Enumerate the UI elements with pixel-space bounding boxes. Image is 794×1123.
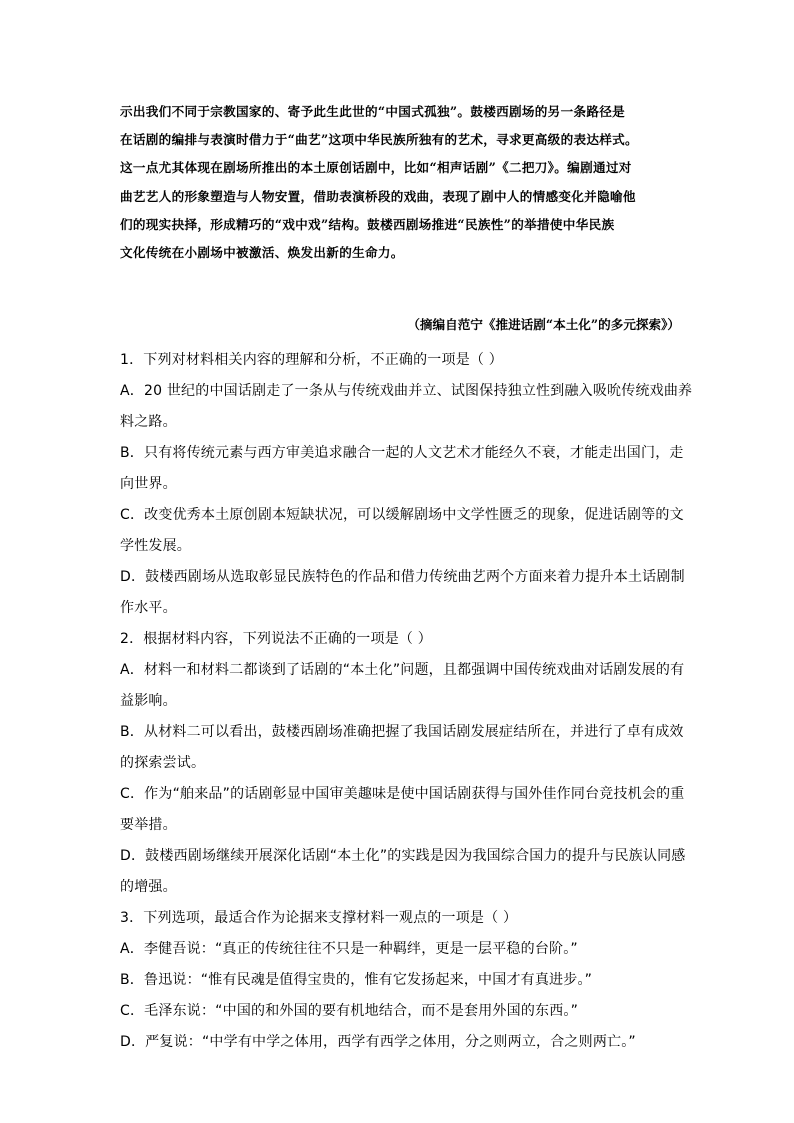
question-3-option-d: D．严复说：“中学有中学之体用，西学有西学之体用，分之则两立，合之则两亡。” (120, 1034, 636, 1050)
question-2-stem: 2．根据材料内容，下列说法不正确的一项是（ ） (120, 631, 432, 647)
passage-line: 这一点尤其体现在剧场所推出的本土原创话剧中，比如“相声话剧”《二把刀》。编剧通过对 (120, 160, 632, 176)
question-list (120, 345, 693, 1058)
question-2-option-c-cont: 要举措。 (120, 817, 177, 833)
question-2-option-d: D．鼓楼西剧场继续开展深化话剧“本土化”的实践是因为我国综合国力的提升与民族认同感 (120, 848, 686, 864)
passage-line: 示出我们不同于宗教国家的、寄予此生此世的“中国式孤独”。鼓楼西剧场的另一条路径是 (120, 104, 626, 119)
question-2-option-a: A．材料一和材料二都谈到了话剧的“本土化”问题，且都强调中国传统戏曲对话剧发展的有 (120, 662, 685, 678)
question-1-option-d: D．鼓楼西剧场从选取彰显民族特色的作品和借力传统曲艺两个方面来着力提升本土话剧制 (120, 569, 685, 585)
question-3-stem: 3．下列选项，最适合作为论据来支撑材料一观点的一项是（ ） (120, 910, 518, 926)
question-3-option-b: B．鲁迅说：“惟有民魂是值得宝贵的，惟有它发扬起来，中国才有真进步。” (120, 972, 593, 988)
question-2-option-a-cont: 益影响。 (120, 693, 177, 709)
question-2-option-d-cont: 的增强。 (120, 879, 177, 895)
question-2-option-c: C．作为“舶来品”的话剧彰显中国审美趣味是使中国话剧获得与国外佳作同台竞技机会的重 (120, 786, 685, 802)
passage-line: 文化传统在小剧场中被激活、焕发出新的生命力。 (120, 245, 404, 261)
passage-line: 曲艺艺人的形象塑造与人物安置，借助表演桥段的戏曲，表现了剧中人的情感变化并隐喻他 (120, 188, 636, 204)
question-3-option-c: C．毛泽东说：“中国的和外国的要有机地结合，而不是套用外国的东西。” (120, 1003, 579, 1019)
passage-line: 们的现实抉择，形成精巧的“戏中戏”结构。鼓楼西剧场推进“民族性”的举措使中华民族 (120, 216, 615, 232)
question-1-option-d-cont: 作水平。 (120, 600, 177, 616)
passage-excerpt (120, 98, 680, 267)
passage-source: （摘编自范宁《推进话剧“本土化”的多元探索》） (407, 317, 680, 332)
question-1-stem: 1．下列对材料相关内容的理解和分析，不正确的一项是（ ） (120, 352, 503, 368)
question-1-option-a: A．20 世纪的中国话剧走了一条从与传统戏曲并立、试图保持独立性到融入吸吮传统戏曲养 (120, 383, 693, 399)
question-1-option-a-cont: 料之路。 (120, 414, 177, 430)
question-1-option-c: C．改变优秀本土原创剧本短缺状况，可以缓解剧场中文学性匮乏的现象，促进话剧等的文 (120, 507, 684, 523)
question-1-option-b: B．只有将传统元素与西方审美追求融合一起的人文艺术才能经久不衰，才能走出国门，走 (120, 445, 684, 461)
question-1-option-c-cont: 学性发展。 (120, 538, 191, 554)
question-1-option-b-cont: 向世界。 (120, 476, 177, 492)
passage-line: 在话剧的编排与表演时借力于“曲艺”这项中华民族所独有的艺术，寻求更高级的表达样式。 (120, 132, 638, 148)
question-3-option-a: A．李健吾说：“真正的传统往往不只是一种羁绊，更是一层平稳的台阶。” (120, 941, 578, 957)
question-2-option-b: B．从材料二可以看出，鼓楼西剧场准确把握了我国话剧发展症结所在，并进行了卓有成效 (120, 724, 684, 740)
question-2-option-b-cont: 的探索尝试。 (120, 755, 206, 771)
